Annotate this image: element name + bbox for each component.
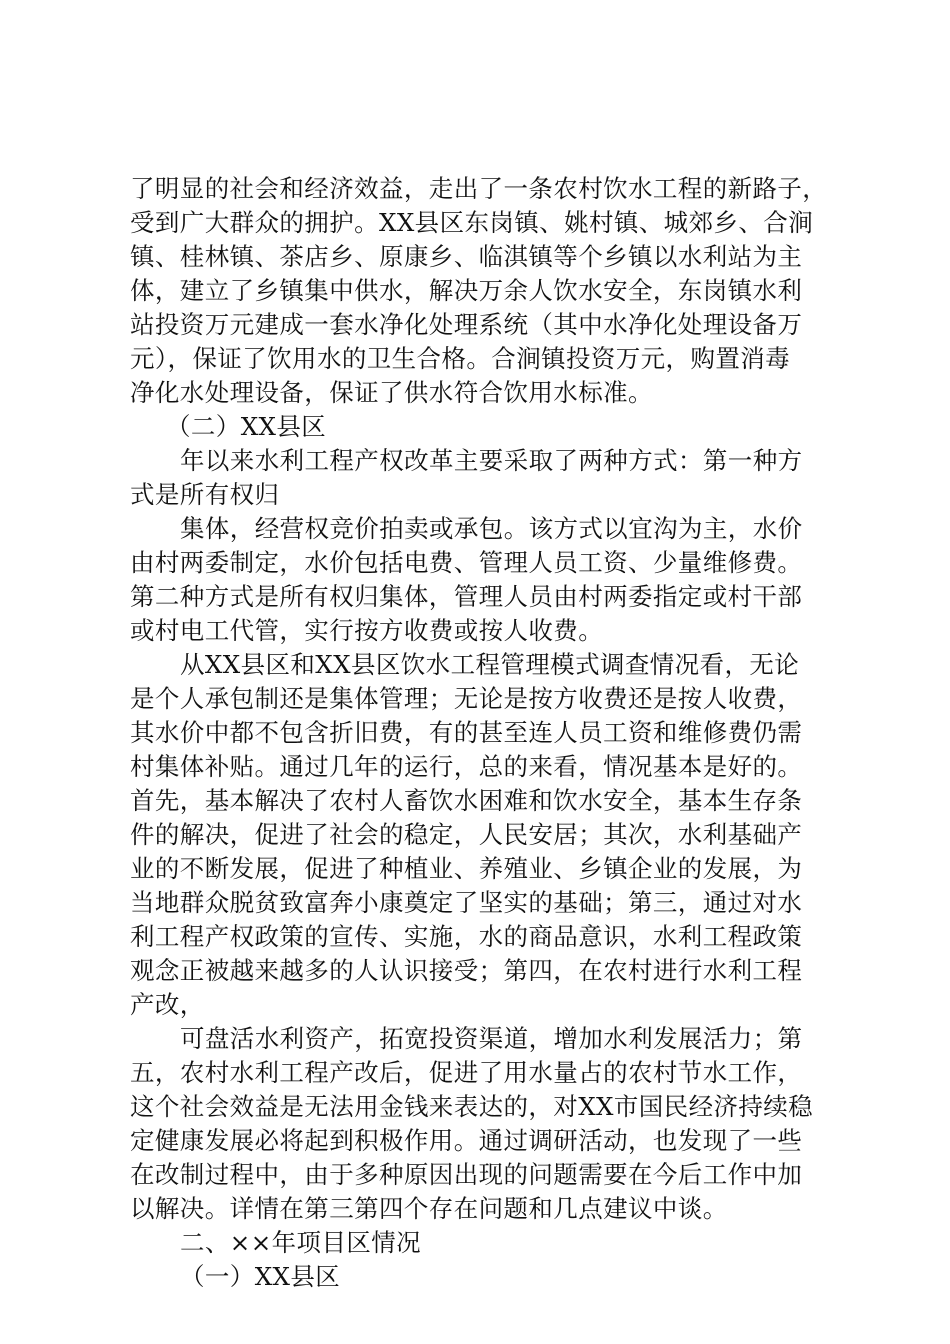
text-line: 这个社会效益是无法用金钱来表达的，对XX市国民经济持续稳 bbox=[130, 1092, 814, 1121]
section-heading: 二、××年项目区情况 bbox=[180, 1228, 422, 1257]
section-heading: （二）XX县区 bbox=[166, 412, 327, 441]
text-line: 或村电工代管，实行按方收费或按人收费。 bbox=[130, 616, 604, 645]
text-line: 了明显的社会和经济效益，走出了一条农村饮水工程的新路子， bbox=[130, 174, 828, 203]
text-line: 件的解决，促进了社会的稳定，人民安居；其次，水利基础产 bbox=[130, 820, 803, 849]
text-line: 净化水处理设备，保证了供水符合饮用水标准。 bbox=[130, 378, 653, 407]
text-line: 定健康发展必将起到积极作用。通过调研活动，也发现了一些 bbox=[130, 1126, 803, 1155]
text-line: 镇、桂林镇、茶店乡、原康乡、临淇镇等个乡镇以水利站为主 bbox=[130, 242, 803, 271]
section-heading: （一）XX县区 bbox=[180, 1262, 341, 1291]
text-line: 元），保证了饮用水的卫生合格。合涧镇投资万元，购置消毒 bbox=[130, 344, 791, 373]
text-line: 当地群众脱贫致富奔小康奠定了坚实的基础；第三，通过对水 bbox=[130, 888, 803, 917]
text-line: 首先，基本解决了农村人畜饮水困难和饮水安全，基本生存条 bbox=[130, 786, 803, 815]
text-line: 利工程产权政策的宣传、实施，水的商品意识，水利工程政策 bbox=[130, 922, 803, 951]
text-line: 年以来水利工程产权改革主要采取了两种方式：第一种方 bbox=[180, 446, 803, 475]
text-line: 五，农村水利工程产改后，促进了用水量占的农村节水工作， bbox=[130, 1058, 803, 1087]
text-line: 是个人承包制还是集体管理；无论是按方收费还是按人收费， bbox=[130, 684, 803, 713]
text-line: 产改， bbox=[130, 990, 205, 1019]
text-line: 从XX县区和XX县区饮水工程管理模式调查情况看，无论 bbox=[180, 650, 800, 679]
text-line: 观念正被越来越多的人认识接受；第四，在农村进行水利工程 bbox=[130, 956, 803, 985]
text-line: 第二种方式是所有权归集体，管理人员由村两委指定或村干部 bbox=[130, 582, 803, 611]
text-line: 在改制过程中，由于多种原因出现的问题需要在今后工作中加 bbox=[130, 1160, 803, 1189]
text-line: 受到广大群众的拥护。XX县区东岗镇、姚村镇、城郊乡、合涧 bbox=[130, 208, 814, 237]
text-line: 以解决。详情在第三第四个存在问题和几点建议中谈。 bbox=[130, 1194, 728, 1223]
text-line: 体，建立了乡镇集中供水，解决万余人饮水安全，东岗镇水利 bbox=[130, 276, 803, 305]
text-line: 集体，经营权竞价拍卖或承包。该方式以宜沟为主，水价 bbox=[180, 514, 803, 543]
text-line: 村集体补贴。通过几年的运行，总的来看，情况基本是好的。 bbox=[130, 752, 803, 781]
text-line: 可盘活水利资产，拓宽投资渠道，增加水利发展活力；第 bbox=[180, 1024, 803, 1053]
text-line: 式是所有权归 bbox=[130, 480, 280, 509]
text-line: 其水价中都不包含折旧费，有的甚至连人员工资和维修费仍需 bbox=[130, 718, 803, 747]
text-line: 业的不断发展，促进了种植业、养殖业、乡镇企业的发展，为 bbox=[130, 854, 803, 883]
text-line: 由村两委制定，水价包括电费、管理人员工资、少量维修费。 bbox=[130, 548, 803, 577]
text-line: 站投资万元建成一套水净化处理系统（其中水净化处理设备万 bbox=[130, 310, 803, 339]
